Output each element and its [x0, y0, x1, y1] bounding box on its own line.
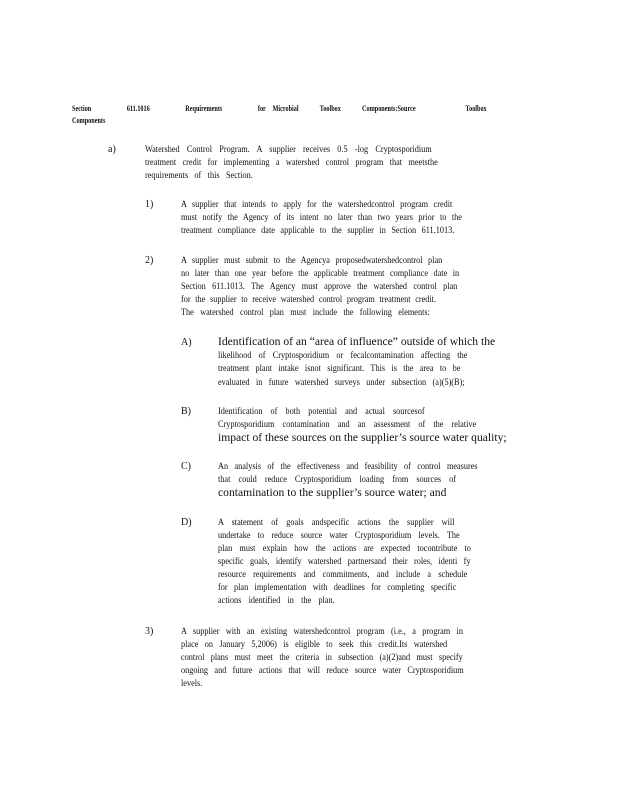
- heading-word: 611.1016: [126, 103, 150, 113]
- heading-word: Toolbox: [319, 103, 341, 113]
- para-2-line: A supplier must submit to the Agencya proposedwatershedcontrol plan: [181, 255, 443, 266]
- heading-word: Toolbox: [465, 103, 487, 113]
- para-A-line: likelihood of Cryptosporidium or fecalcontamination affecting the: [218, 350, 468, 361]
- para-D-line: for plan implementation with deadlines for completing specific: [218, 582, 457, 593]
- label-3: 3): [145, 626, 154, 637]
- heading-word: Components:Source: [362, 103, 416, 113]
- para-D-line: actions identified in the plan.: [218, 595, 335, 606]
- para-D-line: resource requirements and commitments, and include a schedule: [218, 569, 468, 580]
- label-C: C): [181, 461, 191, 472]
- para-B-line: impact of these sources on the supplier’s source water quality;: [218, 431, 507, 444]
- para-3-line: place on January 5,2006) is eligible to seek this credit.Its watershed: [181, 639, 448, 650]
- para-3-line: ongoing and future actions that will reduce source water Cryptosporidium: [181, 665, 464, 676]
- label-A: A): [181, 337, 192, 348]
- para-D-line: undertake to reduce source water Cryptosporidium levels. The: [218, 530, 460, 541]
- label-1: 1): [145, 199, 154, 210]
- para-C-line: An analysis of the effectiveness and feasibility of control measures: [218, 461, 478, 472]
- para-D-line: A statement of goals andspecific actions the supplier will: [218, 517, 455, 528]
- para-D-line: specific goals, identify watershed partnersand their roles, identi fy: [218, 556, 471, 567]
- para-C-line: that could reduce Cryptosporidium loading from sources of: [218, 474, 457, 485]
- para-3-line: levels.: [181, 678, 203, 689]
- heading-word: for: [257, 103, 266, 113]
- para-a-line: treatment credit for implementing a watershed control program that meetsthe: [145, 157, 438, 168]
- para-1-line: treatment compliance date applicable to the supplier in Section 611.1013.: [181, 225, 455, 236]
- section-heading-line2: Components: [72, 115, 106, 125]
- para-a-line: requirements of this Section.: [145, 170, 253, 181]
- para-1-line: must notify the Agency of its intent no later than two years prior to the: [181, 212, 462, 223]
- label-D: D): [181, 517, 192, 528]
- para-A-line: Identification of an “area of influence” outside of which the: [218, 335, 496, 348]
- para-B-line: Identification of both potential and actual sourcesof: [218, 406, 425, 417]
- para-1-line: A supplier that intends to apply for the watershedcontrol program credit: [181, 199, 453, 210]
- para-2-line: no later than one year before the applicable treatment compliance date in: [181, 268, 460, 279]
- para-A-line: evaluated in future watershed surveys under subsection (a)(5)(B);: [218, 377, 465, 388]
- para-B-line: Cryptosporidium contamination and an assessment of the relative: [218, 419, 477, 430]
- para-2-line: for the supplier to receive watershed control program treatment credit.: [181, 294, 437, 305]
- para-D-line: plan must explain how the actions are expected tocontribute to: [218, 543, 471, 554]
- para-3-line: control plans must meet the criteria in subsection (a)(2)and must specify: [181, 652, 463, 663]
- para-2-line: Section 611.1013. The Agency must approve the watershed control plan: [181, 281, 458, 292]
- section-heading-line1: [72, 102, 487, 116]
- heading-word: Section: [72, 103, 92, 113]
- para-A-line: treatment plant intake isnot significant. This is the area to be: [218, 363, 461, 374]
- para-C-line: contamination to the supplier’s source water; and: [218, 486, 447, 499]
- heading-word: Microbial: [272, 103, 299, 113]
- label-B: B): [181, 406, 191, 417]
- heading-word: Requirements: [185, 103, 223, 113]
- para-3-line: A supplier with an existing watershedcontrol program (i.e., a program in: [181, 626, 463, 637]
- para-2-line: The watershed control plan must include the following elements:: [181, 307, 430, 318]
- para-a-line: Watershed Control Program. A supplier receives 0.5 -log Cryptosporidium: [145, 144, 432, 155]
- label-a: a): [108, 144, 116, 155]
- label-2: 2): [145, 255, 154, 266]
